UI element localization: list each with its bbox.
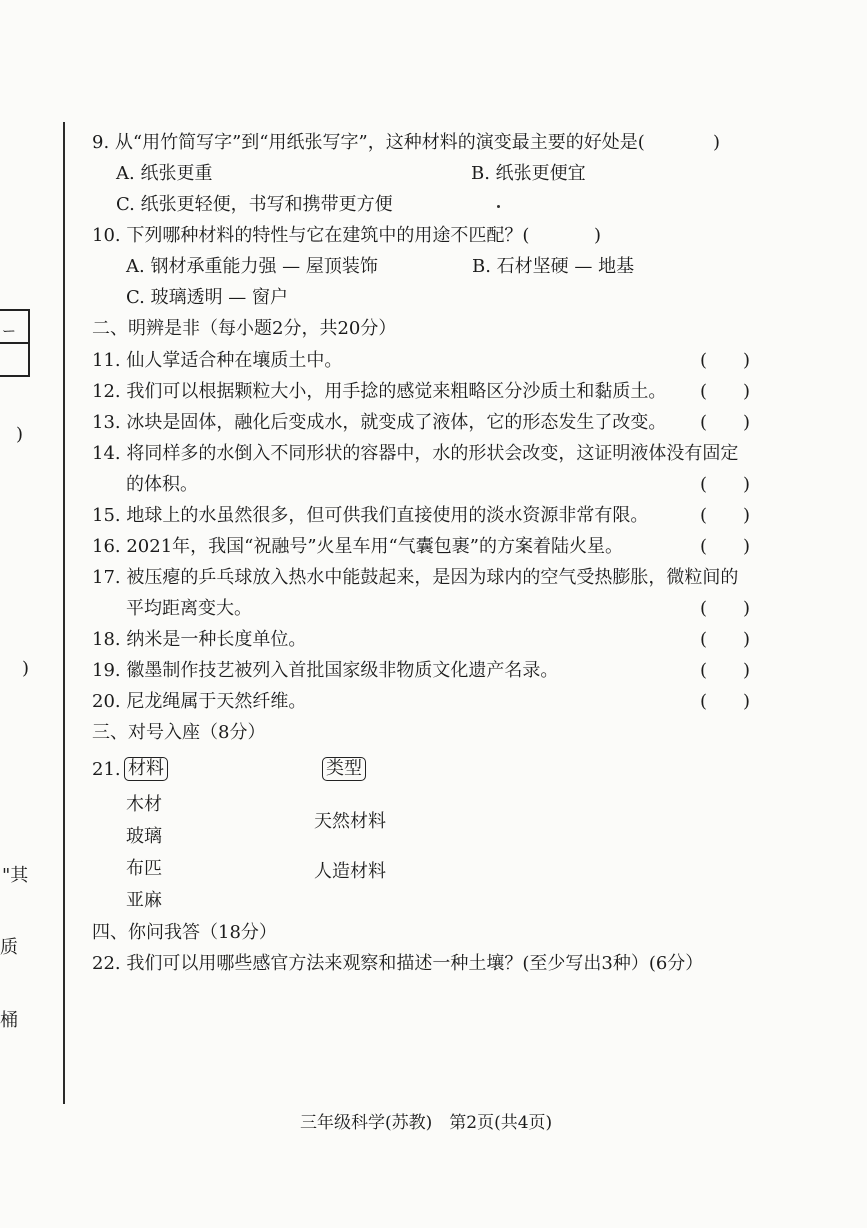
- q10-stem: 10. 下列哪种材料的特性与它在建筑中的用途不匹配？(: [92, 225, 530, 246]
- q18: 18. 纳米是一种长度单位。: [92, 629, 307, 650]
- q16: 16. 2021年，我国“祝融号”火星车用“气囊包裹”的方案着陆火星。: [92, 536, 623, 557]
- q14-answer-bracket[interactable]: ( ): [700, 474, 751, 495]
- section3-title: 三、对号入座（8分）: [92, 722, 266, 743]
- q19-answer-bracket[interactable]: ( ): [700, 660, 751, 681]
- q9-option-c: C. 纸张更轻便，书写和携带更方便: [116, 194, 393, 215]
- types-header: 类型: [322, 757, 366, 781]
- binding-tick: ー: [2, 324, 16, 340]
- materials-header: 材料: [124, 757, 168, 781]
- margin-rule: [63, 122, 65, 1104]
- material-item: 布匹: [126, 858, 162, 879]
- q14-cont: 的体积。: [126, 474, 198, 495]
- page-footer: 三年级科学(苏教) 第2页(共4页): [300, 1113, 553, 1133]
- q11: 11. 仙人掌适合种在壤质土中。: [92, 350, 343, 371]
- q10-close-paren: ): [594, 225, 602, 246]
- margin-fragment-2: 质: [0, 937, 18, 958]
- section4-title: 四、你问我答（18分）: [92, 922, 277, 943]
- q9-close-paren: ): [713, 132, 721, 153]
- q10-option-b: B. 石材坚硬 — 地基: [472, 256, 635, 277]
- q17-cont: 平均距离变大。: [126, 598, 252, 619]
- margin-fragment-3: 桶: [0, 1010, 18, 1031]
- margin-paren-2: ): [22, 658, 30, 679]
- q16-answer-bracket[interactable]: ( ): [700, 536, 751, 557]
- q10-option-a: A. 钢材承重能力强 — 屋顶装饰: [126, 256, 378, 277]
- q11-answer-bracket[interactable]: ( ): [700, 350, 751, 371]
- q9-option-b: B. 纸张更便宜: [471, 163, 586, 184]
- margin-paren-1: ): [16, 424, 24, 445]
- q12: 12. 我们可以根据颗粒大小，用手捻的感觉来粗略区分沙质土和黏质土。: [92, 381, 667, 402]
- q17-answer-bracket[interactable]: ( ): [700, 598, 751, 619]
- type-item: 人造材料: [314, 861, 386, 882]
- q15: 15. 地球上的水虽然很多，但可供我们直接使用的淡水资源非常有限。: [92, 505, 649, 526]
- q22: 22. 我们可以用哪些感官方法来观察和描述一种土壤？(至少写出3种）(6分）: [92, 953, 704, 974]
- q9-stem: 9. 从“用竹简写字”到“用纸张写字”，这种材料的演变最主要的好处是(: [92, 132, 645, 153]
- q20-answer-bracket[interactable]: ( ): [700, 691, 751, 712]
- q12-answer-bracket[interactable]: ( ): [700, 381, 751, 402]
- q10-option-c: C. 玻璃透明 — 窗户: [126, 287, 289, 308]
- type-item: 天然材料: [314, 811, 386, 832]
- q19: 19. 徽墨制作技艺被列入首批国家级非物质文化遗产名录。: [92, 660, 559, 681]
- material-item: 亚麻: [126, 890, 162, 911]
- material-item: 木材: [126, 794, 162, 815]
- q14: 14. 将同样多的水倒入不同形状的容器中，水的形状会改变，这证明液体没有固定: [92, 443, 739, 464]
- stray-dot: [497, 205, 500, 208]
- q21-number: 21.: [92, 759, 121, 780]
- q13-answer-bracket[interactable]: ( ): [700, 412, 751, 433]
- q18-answer-bracket[interactable]: ( ): [700, 629, 751, 650]
- material-item: 玻璃: [126, 826, 162, 847]
- section2-title: 二、明辨是非（每小题2分，共20分）: [92, 318, 397, 339]
- q20: 20. 尼龙绳属于天然纤维。: [92, 691, 307, 712]
- q9-option-a: A. 纸张更重: [116, 163, 213, 184]
- q13: 13. 冰块是固体，融化后变成水，就变成了液体，它的形态发生了改变。: [92, 412, 667, 433]
- q17: 17. 被压瘪的乒乓球放入热水中能鼓起来，是因为球内的空气受热膨胀，微粒间的: [92, 567, 739, 588]
- q15-answer-bracket[interactable]: ( ): [700, 505, 751, 526]
- margin-fragment-1: "其: [2, 865, 29, 886]
